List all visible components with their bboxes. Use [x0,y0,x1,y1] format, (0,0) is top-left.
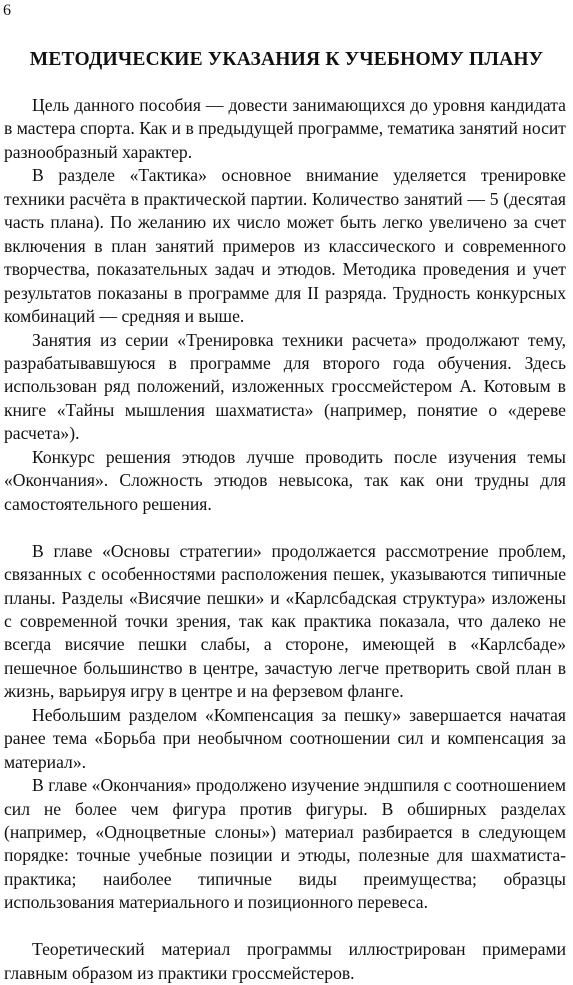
paragraph-7: В главе «Окончания» продолжено изучение эндшпиля с соотношением сил не более чем фигура против фигуры. В обширных разделах (например, «Одноцветные слоны») материал разбирается в следующем порядке: точные учебные позиции и этюды, полезные для шахматиста-практика; наиболее типичные виды преимущества; образцы использования материального и позиционного перевеса. [4,775,566,913]
body-text [4,94,566,985]
paragraph-6: Небольшим разделом «Компенсация за пешку» завершается начатая ранее тема «Борьба при необычном соотношении сил и компенсация за материал». [4,704,566,772]
paragraph-1: Цель данного пособия — довести занимающихся до уровня кандидата в мастера спорта. Как и в предыдущей программе, тематика занятий носит разнообразный характер. [4,95,566,162]
paragraph-3: Занятия из серии «Тренировка техники расчета» продолжают тему, разрабатывавшуюся в программе для второго года обучения. Здесь использован ряд положений, изложенных гроссмейстером А. Котовым в книге «Тайны мышления шахматиста» (например, понятие о «дереве расчета»). [4,329,566,444]
paragraph-4: Конкурс решения этюдов лучше проводить после изучения темы «Окончания». Сложность этюдов невысока, так как они трудны для самостоятельного решения. [4,446,566,514]
page-number: 6 [3,2,11,19]
paragraph-5: В главе «Основы стратегии» продолжается рассмотрение проблем, связанных с особенностями расположения пешек, указываются типичные планы. Разделы «Висячие пешки» и «Карлсбадская структура» изложены с современной точки зрения, так как практика показала, что далеко не всегда висячие пешки слабы, а стороне, имеющей в «Карлсбаде» пешечное большинство в центре, зачастую легче претворить свой план в жизнь, варьируя игру в центре и на ферзевом фланге. [4,540,566,702]
paragraph-2: В разделе «Тактика» основное внимание уделяется тренировке техники расчёта в практической партии. Количество занятий — 5 (десятая часть плана). По желанию их число может быть легко увеличено за счет включения в план занятий примеров из классического и современного творчества, показательных задач и этюдов. Методика проведения и учет результатов показаны в программе для II разряда. Трудность конкурсных комбинаций — средняя и выше. [4,165,566,327]
page-title: МЕТОДИЧЕСКИЕ УКАЗАНИЯ К УЧЕБНОМУ ПЛАНУ [29,49,544,70]
paragraph-8: Теоретический материал программы иллюстрирован примерами главным образом из практики гроссмейстеров. [4,939,566,983]
